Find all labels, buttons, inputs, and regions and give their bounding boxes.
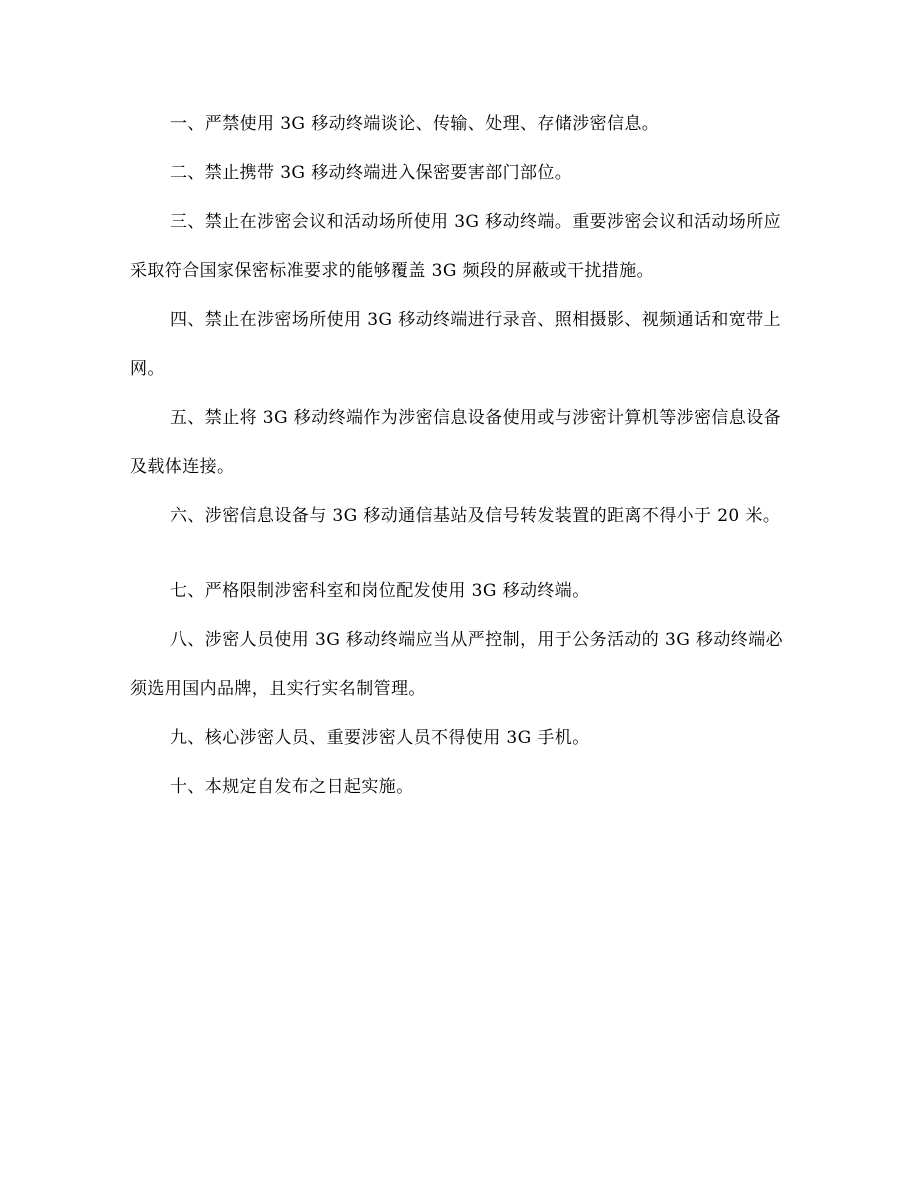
- regulation-item-2: 二、禁止携带 3G 移动终端进入保密要害部门部位。: [170, 163, 573, 183]
- regulation-item-5: 五、禁止将 3G 移动终端作为涉密信息设备使用或与涉密计算机等涉密信息设备及载体连接。: [130, 408, 782, 477]
- regulation-item-8: 八、涉密人员使用 3G 移动终端应当从严控制，用于公务活动的 3G 移动终端必须选用国内品牌，且实行实名制管理。: [130, 630, 784, 699]
- regulation-item-1: 一、严禁使用 3G 移动终端谈论、传输、处理、存储涉密信息。: [170, 114, 660, 134]
- regulation-item-7: 七、严格限制涉密科室和岗位配发使用 3G 移动终端。: [170, 581, 590, 601]
- regulation-item-6: 六、涉密信息设备与 3G 移动通信基站及信号转发装置的距离不得小于 20 米。: [170, 506, 781, 526]
- regulation-item-10: 十、本规定自发布之日起实施。: [170, 777, 414, 797]
- regulation-item-4: 四、禁止在涉密场所使用 3G 移动终端进行录音、照相摄影、视频通话和宽带上网。: [130, 310, 782, 379]
- regulation-item-9: 九、核心涉密人员、重要涉密人员不得使用 3G 手机。: [170, 728, 590, 748]
- document-body: [130, 100, 790, 812]
- regulation-item-3: 三、禁止在涉密会议和活动场所使用 3G 移动终端。重要涉密会议和活动场所应采取符合国家保密标准要求的能够覆盖 3G 频段的屏蔽或干扰措施。: [130, 212, 782, 281]
